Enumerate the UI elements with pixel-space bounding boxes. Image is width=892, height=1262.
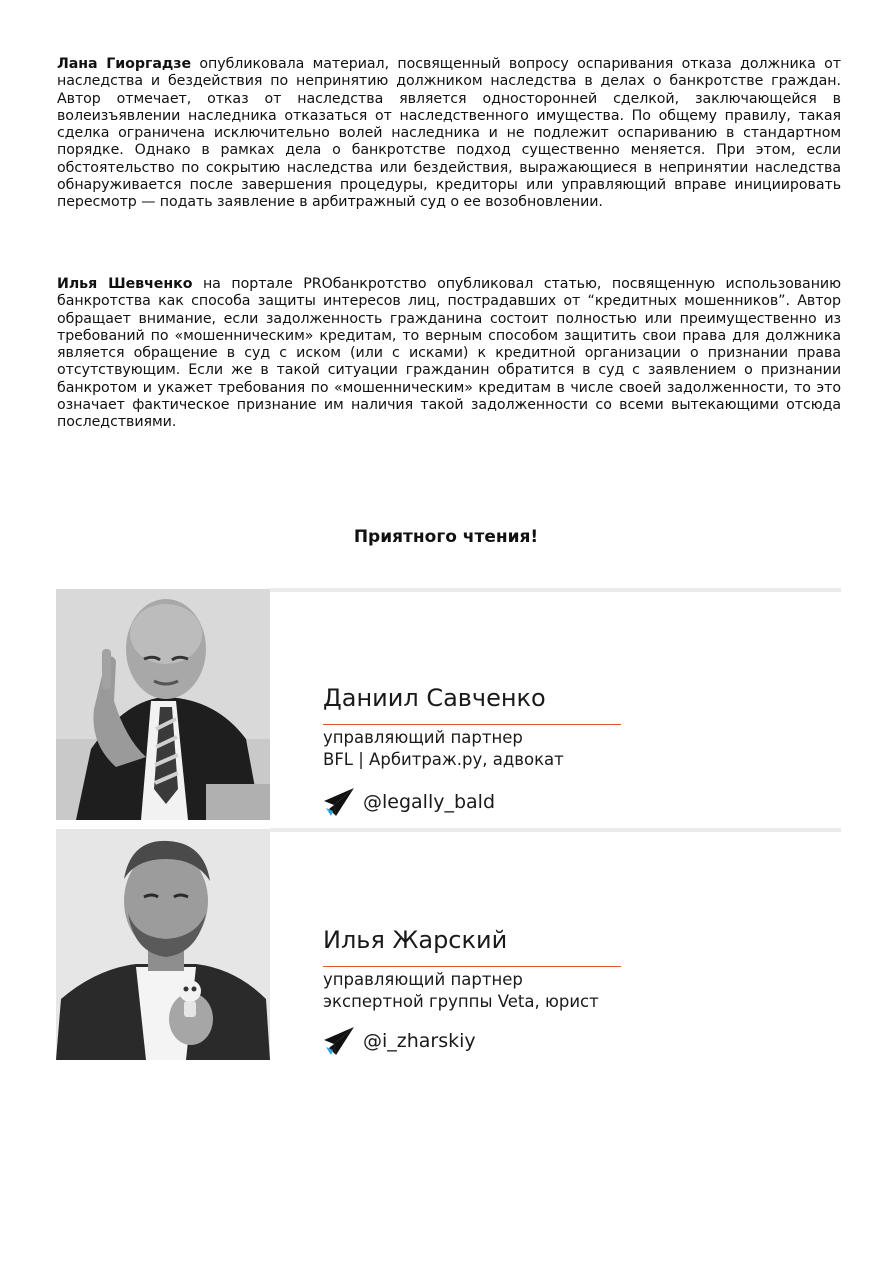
role-line: BFL | Арбитраж.ру, адвокат <box>323 750 564 769</box>
author-name: Илья Жарский <box>323 926 508 954</box>
role-line: управляющий партнер <box>323 728 523 747</box>
author-card <box>56 588 841 820</box>
author-name: Даниил Савченко <box>323 684 546 712</box>
author-card <box>56 828 841 1060</box>
paragraph-author: Илья Шевченко <box>57 276 193 292</box>
paragraph-digest-1 <box>57 56 841 212</box>
author-role <box>323 727 564 771</box>
author-role <box>323 969 599 1013</box>
telegram-icon <box>323 1026 355 1056</box>
paragraph-text: на портале PROбанкротство опубликовал статью, посвященную использованию банкротства как способа защиты интересов лиц, пострадавших от “кредитных мошенников”. Автор обращает внимание, если задолженность гражданина состоит полностью или преимущественно из требований по «мошенническим» кредитам, то верным способом защитить свои права для должника является обращение в суд с иском (или с исками) к кредитной организации о признании права отсутствующим. Если же в такой ситуации гражданин обратится в суд с заявлением о признании банкротом и укажет требования по «мошенническим» кредитам в числе своей задолженности, то это означает фактическое признание им наличия такой задолженности со всеми вытекающими отсюда последствиями. <box>57 276 841 431</box>
portrait-illustration <box>56 829 270 1060</box>
role-line: экспертной группы Veta, юрист <box>323 992 599 1011</box>
telegram-handle[interactable]: @i_zharskiy <box>363 1030 476 1052</box>
role-line: управляющий партнер <box>323 970 523 989</box>
telegram-icon <box>323 787 355 817</box>
paragraph-author: Лана Гиоргадзе <box>57 56 192 72</box>
portrait-illustration <box>56 589 270 820</box>
author-photo <box>56 829 270 1060</box>
name-underline <box>323 724 621 725</box>
paragraph-text: опубликовала материал, посвященный вопросу оспаривания отказа должника от наследства и бездействия по непринятию должником наследства в делах о банкротстве граждан. Автор отмечает, отказ от наследства является односторонней сделкой, заключающейся в волеизъявлении наследника отказаться от наследственного имущества. По общему правилу, такая сделка ограничена исключительно волей наследника и не подлежит оспариванию в стандартном порядке. Однако в рамках дела о банкротстве подход существенно меняется. При этом, если обстоятельство по сокрытию наследства или бездействия, выражающиеся в непринятии наследства обнаруживается после завершения процедуры, кредиторы или управляющий вправе инициировать пересмотр — подать заявление в арбитражный суд о ее возобновлении. <box>57 56 841 211</box>
telegram-handle[interactable]: @legally_bald <box>363 791 496 813</box>
author-photo <box>56 589 270 820</box>
closing-greeting: Приятного чтения! <box>353 527 539 547</box>
card-divider <box>270 828 841 832</box>
telegram-link[interactable] <box>323 1026 476 1056</box>
telegram-link[interactable] <box>323 787 495 817</box>
paragraph-digest-2 <box>57 276 841 432</box>
name-underline <box>323 966 621 967</box>
card-divider <box>270 588 841 592</box>
